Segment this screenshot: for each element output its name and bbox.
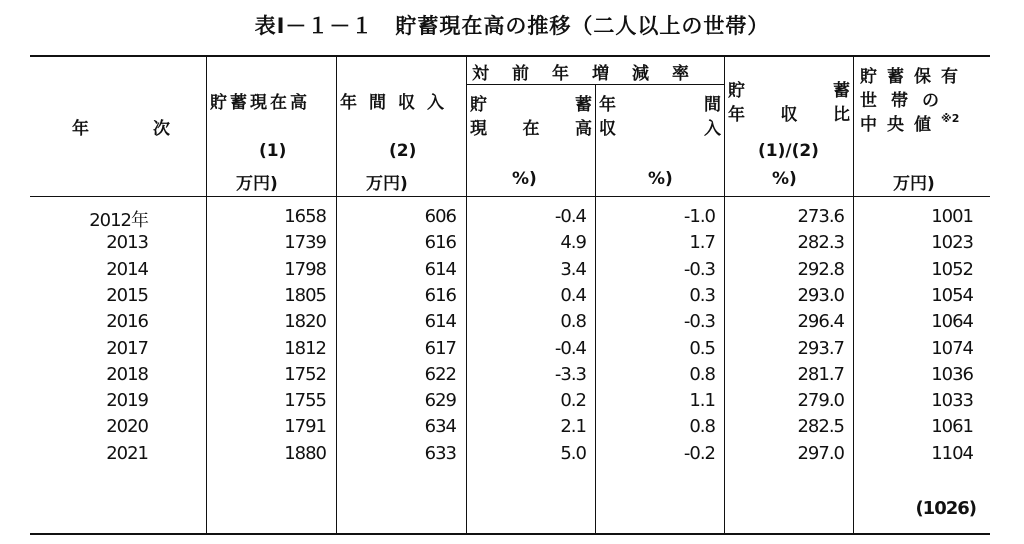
cell-yoy-savings: 2.1 (560, 416, 586, 438)
header-ratio-line1: 貯 蓄 (728, 81, 850, 101)
cell-ratio: 296.4 (797, 311, 844, 333)
col-divider-6 (853, 55, 854, 535)
median-footnote-mark: ※2 (941, 112, 960, 125)
header-median-line3: 中央値$^{※2}$ (860, 112, 960, 135)
cell-income: 614 (424, 311, 456, 333)
cell-savings: 1820 (284, 311, 326, 333)
cell-year: 2013 (106, 232, 148, 254)
top-rule (30, 55, 990, 57)
cell-median: 1074 (931, 337, 973, 359)
header-ratio-unit: %) (772, 169, 797, 189)
header-savings-code: (1) (259, 141, 287, 161)
cell-year: 2015 (106, 284, 148, 306)
cell-yoy-income: -1.0 (683, 206, 715, 227)
cell-yoy-savings: -0.4 (554, 337, 586, 359)
cell-ratio: 293.7 (797, 337, 844, 359)
cell-year: 2018 (106, 363, 148, 385)
cell-year: 2012年 (89, 210, 148, 231)
cell-savings: 1752 (284, 363, 326, 385)
cell-savings: 1805 (284, 284, 326, 306)
cell-ratio: 281.7 (797, 363, 844, 385)
col-divider-5 (724, 55, 725, 535)
bottom-rule (30, 533, 990, 535)
cell-year: 2016 (106, 311, 148, 333)
cell-median: 1023 (931, 232, 973, 254)
col-divider-1 (206, 55, 207, 535)
cell-ratio: 292.8 (797, 258, 844, 280)
cell-savings: 1755 (284, 390, 326, 412)
cell-ratio: 282.5 (797, 416, 844, 438)
table-title: 表Ⅰ－１－１ 貯蓄現在高の推移（二人以上の世帯） (254, 14, 770, 38)
cell-ratio: 273.6 (797, 206, 844, 227)
header-yoy-savings-line2: 現 在 高 (470, 119, 592, 139)
header-yoy-savings-unit: %) (512, 169, 537, 189)
cell-median: 1052 (931, 258, 973, 280)
cell-income: 614 (424, 258, 456, 280)
cell-income: 622 (424, 363, 456, 385)
header-median-unit: 万円) (893, 174, 935, 194)
cell-savings: 1880 (284, 442, 326, 464)
cell-year: 2014 (106, 258, 148, 280)
cell-ratio: 282.3 (797, 232, 844, 254)
header-ratio-code: (1)/(2) (758, 141, 819, 161)
cell-yoy-savings: -0.4 (554, 206, 586, 227)
cell-yoy-income: 1.1 (689, 390, 715, 412)
cell-yoy-income: -0.2 (683, 442, 715, 464)
header-year: 年 次 (72, 119, 170, 139)
header-yoy-income-line1: 年 間 (599, 95, 721, 115)
cell-median: 1001 (931, 206, 973, 227)
header-yoy-group: 対前年増減率 (472, 64, 712, 84)
header-yoy-income-line2: 収 入 (599, 119, 721, 139)
header-yoy-savings-line1: 貯 蓄 (470, 95, 592, 115)
cell-median: 1054 (931, 284, 973, 306)
cell-ratio: 297.0 (797, 442, 844, 464)
cell-savings: 1791 (284, 416, 326, 438)
header-savings-unit: 万円) (236, 174, 278, 194)
cell-yoy-savings: 5.0 (560, 442, 586, 464)
cell-yoy-income: 0.8 (689, 363, 715, 385)
header-income-label: 年間収入 (340, 93, 456, 113)
cell-year: 2019 (106, 390, 148, 412)
cell-savings: 1812 (284, 337, 326, 359)
cell-yoy-income: -0.3 (683, 311, 715, 333)
cell-income: 629 (424, 390, 456, 412)
cell-income: 634 (424, 416, 456, 438)
cell-year: 2021 (106, 442, 148, 464)
header-median-line1: 貯蓄保有 (860, 67, 968, 87)
cell-income: 617 (424, 337, 456, 359)
cell-yoy-income: 0.5 (689, 337, 715, 359)
header-savings-label: 貯蓄現在高 (210, 93, 310, 113)
median-2021-note: (1026) (915, 498, 976, 519)
cell-ratio: 279.0 (797, 390, 844, 412)
cell-income: 616 (424, 232, 456, 254)
cell-yoy-savings: -3.3 (554, 363, 586, 385)
header-ratio-line2: 年 収 比 (728, 105, 850, 125)
header-income-unit: 万円) (366, 174, 408, 194)
cell-yoy-savings: 0.8 (560, 311, 586, 333)
cell-yoy-income: 0.8 (689, 416, 715, 438)
cell-yoy-savings: 3.4 (560, 258, 586, 280)
cell-median: 1104 (931, 442, 973, 464)
cell-median: 1061 (931, 416, 973, 438)
col-divider-4 (595, 84, 596, 535)
header-median-line2: 世帯の (860, 91, 953, 111)
col-divider-2 (336, 55, 337, 535)
header-income-code: (2) (389, 141, 417, 161)
cell-ratio: 293.0 (797, 284, 844, 306)
cell-yoy-income: 1.7 (689, 232, 715, 254)
cell-savings: 1798 (284, 258, 326, 280)
cell-median: 1033 (931, 390, 973, 412)
cell-yoy-income: -0.3 (683, 258, 715, 280)
header-yoy-income-unit: %) (648, 169, 673, 189)
cell-yoy-savings: 0.4 (560, 284, 586, 306)
cell-savings: 1739 (284, 232, 326, 254)
cell-yoy-savings: 4.9 (560, 232, 586, 254)
cell-year: 2020 (106, 416, 148, 438)
cell-income: 606 (424, 206, 456, 227)
cell-median: 1036 (931, 363, 973, 385)
cell-income: 616 (424, 284, 456, 306)
cell-median: 1064 (931, 311, 973, 333)
cell-savings: 1658 (284, 206, 326, 227)
cell-year: 2017 (106, 337, 148, 359)
col-divider-3 (466, 55, 467, 535)
cell-yoy-income: 0.3 (689, 284, 715, 306)
header-bottom-rule (30, 196, 990, 197)
cell-yoy-savings: 0.2 (560, 390, 586, 412)
cell-income: 633 (424, 442, 456, 464)
